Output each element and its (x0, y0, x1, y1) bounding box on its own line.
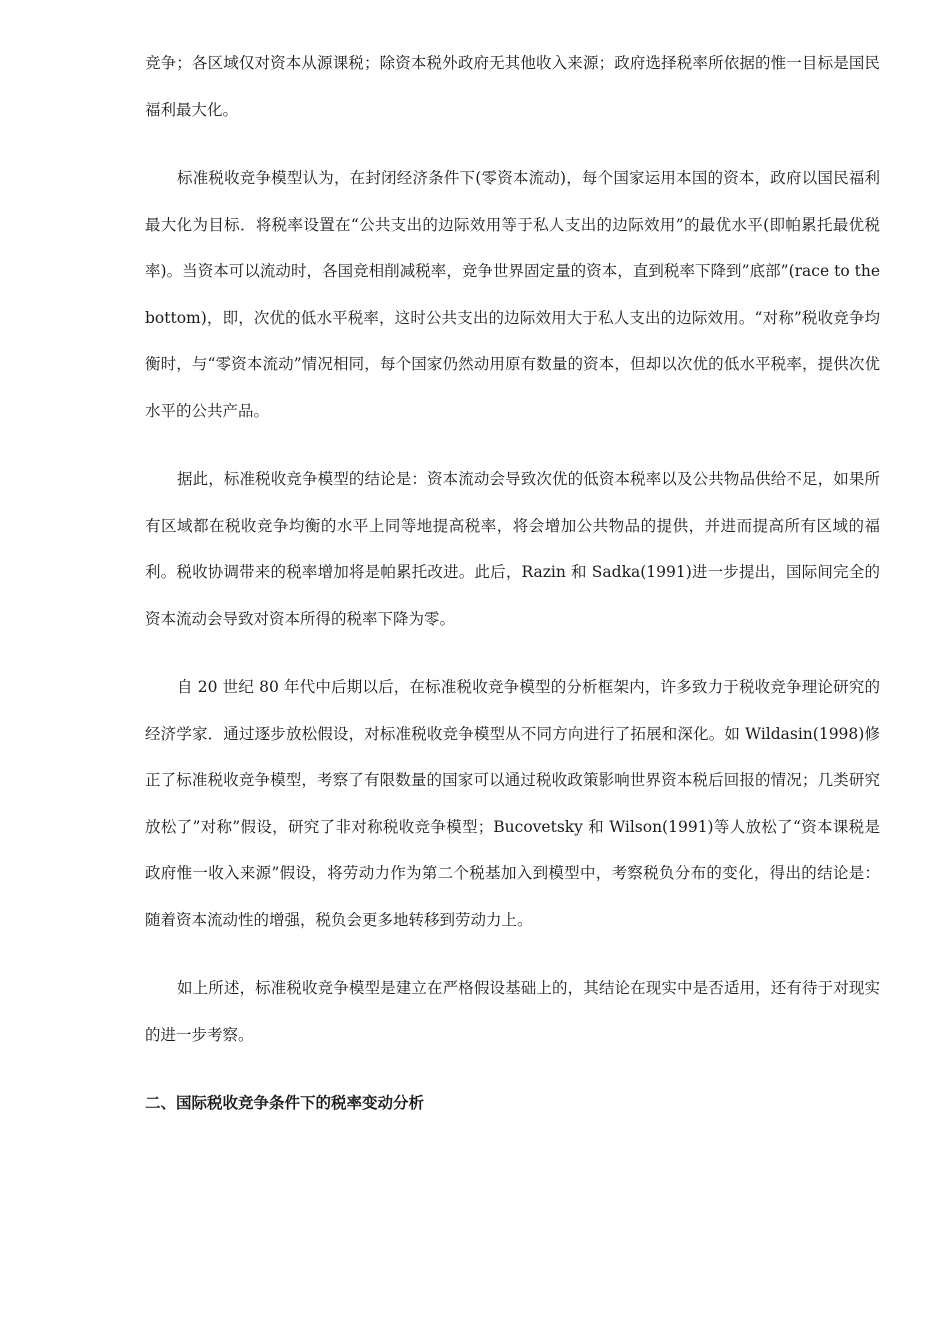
paragraph-extensions: 自 20 世纪 80 年代中后期以后，在标准税收竞争模型的分析框架内，许多致力于税收竞争理论研究的经济学家．通过逐步放松假设，对标准税收竞争模型从不同方向进行了拓展和深化。如 Wildasin(1998)修正了标准税收竞争模型，考察了有限数量的国家可以通过税收政策影响世界资本税后回报的情况；几类研究放松了”对称”假设，研究了非对称税收竞争模型；Bucovetsky 和 Wilson(1991)等人放松了“资本课税是政府惟一收入来源”假设，将劳动力作为第二个税基加入到模型中，考察税负分布的变化，得出的结论是：随着资本流动性的增强，税负会更多地转移到劳动力上。 (145, 678, 880, 929)
paragraph-continuation: 竞争；各区域仅对资本从源课税；除资本税外政府无其他收入来源；政府选择税率所依据的惟一目标是国民福利最大化。 (145, 54, 880, 119)
paragraph-conclusion: 据此，标准税收竞争模型的结论是：资本流动会导致次优的低资本税率以及公共物品供给不足，如果所有区域都在税收竞争均衡的水平上同等地提高税率，将会增加公共物品的提供，并进而提高所有区域的福利。税收协调带来的税率增加将是帕累托改进。此后，Razin 和 Sadka(1991)进一步提出，国际间完全的资本流动会导致对资本所得的税率下降为零。 (145, 470, 880, 628)
paragraph-standard-model: 标准税收竞争模型认为，在封闭经济条件下(零资本流动)，每个国家运用本国的资本，政府以国民福利最大化为目标．将税率设置在“公共支出的边际效用等于私人支出的边际效用”的最优水平(即帕累托最优税率)。当资本可以流动时，各国竞相削减税率，竞争世界固定量的资本，直到税率下降到”底部”(race to the bottom)，即，次优的低水平税率，这时公共支出的边际效用大于私人支出的边际效用。“对称”税收竞争均衡时，与“零资本流动”情况相同，每个国家仍然动用原有数量的资本，但却以次优的低水平税率，提供次优水平的公共产品。 (145, 169, 880, 420)
section-heading: 二、国际税收竞争条件下的税率变动分析 (145, 1094, 425, 1112)
document-page (145, 40, 880, 1127)
paragraph-summary: 如上所述，标准税收竞争模型是建立在严格假设基础上的，其结论在现实中是否适用，还有待于对现实的进一步考察。 (145, 979, 880, 1044)
